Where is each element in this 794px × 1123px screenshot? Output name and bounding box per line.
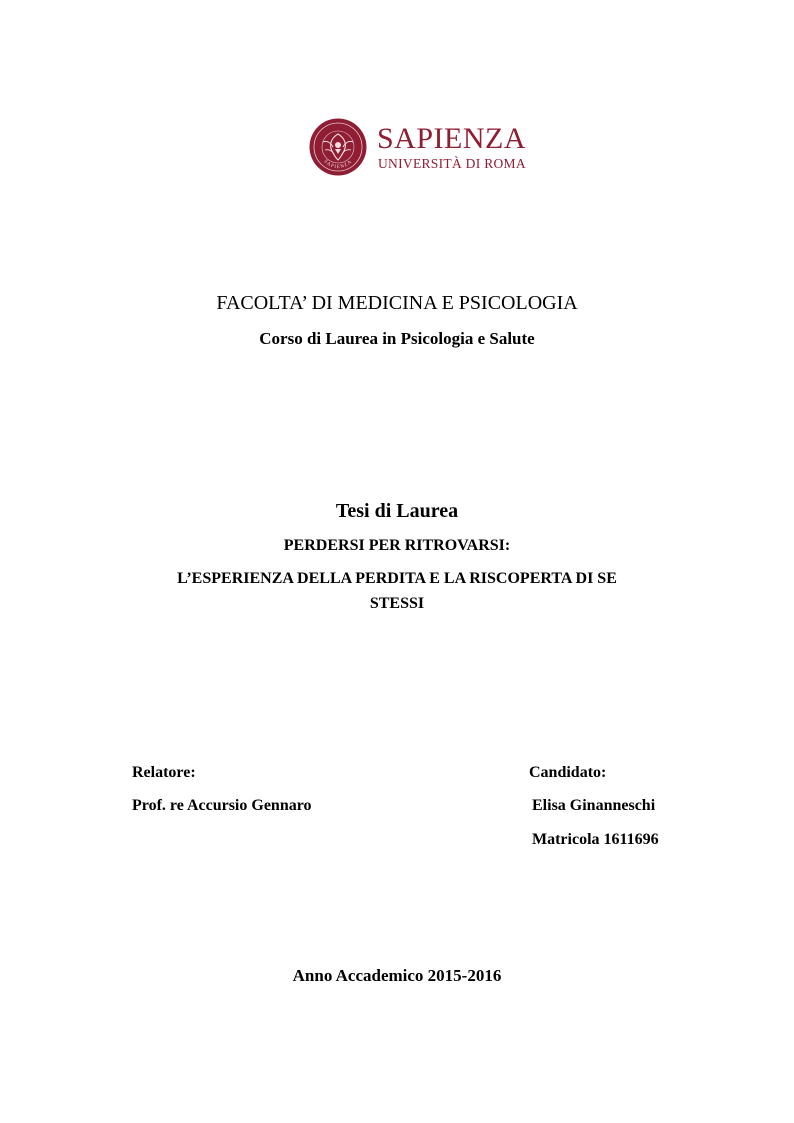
supervisor-label: Relatore: xyxy=(132,764,196,781)
thesis-label: Tesi di Laurea xyxy=(335,500,459,522)
university-seal-icon xyxy=(309,118,367,176)
candidate-name: Elisa Ginanneschi xyxy=(532,797,656,814)
seal-text: SAPIENZA xyxy=(322,159,354,171)
thesis-title-line-1: PERDERSI PER RITROVARSI: xyxy=(283,537,511,554)
academic-year: Anno Accademico 2015-2016 xyxy=(292,966,502,985)
thesis-title-line-3: STESSI xyxy=(369,595,425,612)
course-name: Corso di Laurea in Psicologia e Salute xyxy=(259,329,535,348)
candidate-label: Candidato: xyxy=(529,764,607,781)
faculty-heading: FACOLTA’ DI MEDICINA E PSICOLOGIA xyxy=(216,292,578,314)
logo-name: SAPIENZA xyxy=(377,122,527,155)
thesis-title-line-2: L’ESPERIENZA DELLA PERDITA E LA RISCOPERTA DI SE xyxy=(177,570,617,587)
student-id: Matricola 1611696 xyxy=(532,831,659,848)
supervisor-name: Prof. re Accursio Gennaro xyxy=(132,797,312,814)
university-logo xyxy=(309,118,527,180)
logo-subtitle: UNIVERSITÀ DI ROMA xyxy=(378,156,526,171)
